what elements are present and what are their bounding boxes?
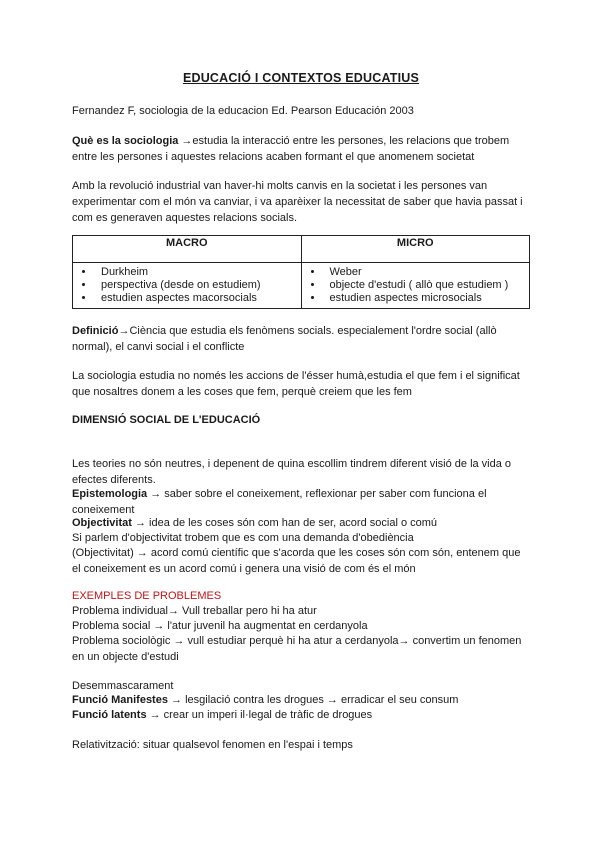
macro-micro-table xyxy=(72,235,530,309)
problema-individual: Problema individual→ Vull treballar pero hi ha atur xyxy=(72,605,317,617)
list-item: • estudien aspectes microsocials xyxy=(324,292,526,305)
problema-sociologic: Problema sociològic → vull estudiar perquè hi ha atur a cerdanyola→ convertim un fenomen en un objecte d'estudi xyxy=(72,635,522,663)
funcio-manifestes-term: Funció Manifestes xyxy=(72,694,168,706)
micro-header: MICRO xyxy=(301,236,530,263)
teories-paragraph: Les teories no són neutres, i depenent de quina escollim tindrem diferent visió de la vida o efectes diferents. xyxy=(72,458,512,486)
funcio-manifestes-text: → lesgilació contra les drogues → erradicar el seu consum xyxy=(167,694,459,706)
objectivitat2-paragraph: (Objectivitat) → acord comú científic que s'acorda que les coses són com són, entenem que el coneixement es un acord comú i genera una visió de com és el món xyxy=(72,547,521,575)
document-title: EDUCACIÓ I CONTEXTOS EDUCATIUS xyxy=(182,71,420,85)
exemples-heading: EXEMPLES DE PROBLEMES xyxy=(72,590,222,602)
problema-social: Problema social → l'atur juvenil ha augmentat en cerdanyola xyxy=(72,620,368,632)
que-es-paragraph xyxy=(72,133,530,165)
estudia-paragraph: La sociologia estudia no només les accions de l'ésser humà,estudia el que fem i el significat que nosaltres donem a les coses que fem, perquè creiem que les fem xyxy=(72,370,520,398)
macro-list xyxy=(77,266,297,305)
funcio-latents-term: Funció latents xyxy=(72,709,147,721)
dimensio-heading: DIMENSIÓ SOCIAL DE L'EDUCACIÓ xyxy=(72,414,261,426)
funcio-manifestes-line xyxy=(72,692,530,708)
que-es-text: →estudia la interacció entre les persones, les relacions que trobem entre les persones i aquestes relacions acaben formant el que anomenem societat xyxy=(72,135,510,163)
que-es-term: Què es la sociologia xyxy=(72,135,179,147)
relativitzacio-line: Relativització: situar qualsevol fenomen en l'espai i temps xyxy=(72,739,353,751)
macro-header: MACRO xyxy=(73,236,302,263)
reference-line: Fernandez F, sociologia de la educacion Ed. Pearson Educación 2003 xyxy=(72,105,414,117)
epistemologia-paragraph xyxy=(72,486,530,518)
macro-cell xyxy=(73,263,302,309)
definicio-text: →Ciència que estudia els fenòmens socials. especialement l'ordre social (allò normal), el canvi social i el conflicte xyxy=(72,325,497,353)
objectivitat-text: → idea de les coses són com han de ser, acord social o comú xyxy=(131,517,438,529)
epistemologia-term: Epistemologia xyxy=(72,488,148,500)
micro-list xyxy=(306,266,526,305)
definicio-paragraph xyxy=(72,323,530,355)
list-item: • objecte d'estudi ( allò que estudiem ) xyxy=(324,279,526,292)
revolucio-paragraph: Amb la revolució industrial van haver-hi molts canvis en la societat i les persones van experimentar com el món va canviar, i va aparèixer la necessitat de saber que havia passat i com es generaven aquestes relacions socials. xyxy=(72,180,523,224)
list-item: • perspectiva (desde on estudiem) xyxy=(95,279,297,292)
epistemologia-text: → saber sobre el coneixement, reflexionar per saber com funciona el coneixement xyxy=(72,488,487,516)
objectivitat-paragraph xyxy=(72,515,530,531)
desemmascarament-line: Desemmascarament xyxy=(72,680,174,692)
list-item: • estudien aspectes macorsocials xyxy=(95,292,297,305)
list-item: • Durkheim xyxy=(95,266,297,279)
definicio-term: Definició xyxy=(72,325,119,337)
si-parlem-line: Si parlem d'objectivitat trobem que es com una demanda d'obediència xyxy=(72,532,414,544)
funcio-latents-text: → crear un imperi il·legal de tràfic de drogues xyxy=(146,709,373,721)
list-item: • Weber xyxy=(324,266,526,279)
objectivitat-term: Objectivitat xyxy=(72,517,132,529)
micro-cell xyxy=(301,263,530,309)
funcio-latents-line xyxy=(72,707,530,723)
